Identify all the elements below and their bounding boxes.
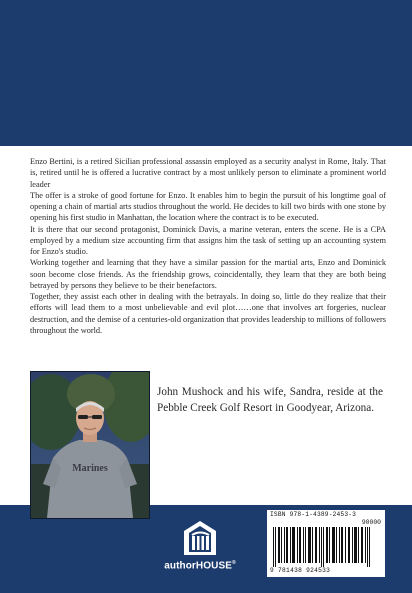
publisher-name-part: author [164,560,196,572]
synopsis-paragraph: It is there that our second protagonist, Dominick Davis, a marine veteran, enters the scene. He is a CPA employed by a medium size accounting firm that assigns him the task of setting up an accounting system for Enzo's studio. [30,224,386,256]
house-book-icon [183,520,217,556]
publisher-name [160,560,240,571]
author-photo [30,371,150,519]
synopsis-text [30,156,386,336]
barcode-graphic [271,527,381,567]
top-color-band [0,0,412,146]
trademark-symbol: ® [231,560,236,566]
synopsis-paragraph: The offer is a stroke of good fortune for Enzo. It enables him to begin the pursuit of his longtime goal of opening a chain of martial arts studios throughout the world. He decides to kill two birds with one stone by opening his first studio in Manhattan, the location where the contract is to be executed. [30,190,386,223]
author-portrait-illustration [31,372,149,518]
publisher-name-suffix: HOUSE [195,560,232,572]
isbn-barcode-block [267,510,385,577]
synopsis-paragraph: Working together and learning that they have a similar passion for the martial arts, Enzo and Dominick soon become close friends. As the friendship grows, coincidentally, they learn that they are both being betrayed by persons they believe to be their benefactors. [30,258,386,290]
synopsis-paragraph: Enzo Bertini, is a retired Sicilian professional assassin employed as a security analyst in Rome, Italy. That is, retired until he is offered a lucrative contract by a most unlikely person to eliminate a prominent world leader [30,157,386,189]
isbn-label: ISBN 978-1-4389-2453-3 [270,511,357,518]
barcode-digits: 9 781438 924533 [270,567,331,574]
publisher-logo [160,520,240,582]
author-bio: John Mushock and his wife, Sandra, reside at the Pebble Creek Golf Resort in Goodyear, Arizona. [157,386,383,414]
shirt-print-text: Marines [72,463,108,474]
price-code: 90000 [361,519,381,526]
synopsis-paragraph: Together, they assist each other in dealing with the betrayals. In doing so, little do they realize that their efforts will lead them to a most unbelievable and evil plot……one that involves art forgeries, nuclear destruction, and the demise of a centuries-old organization that provides leadership to millions of followers throughout the world. [30,292,386,335]
